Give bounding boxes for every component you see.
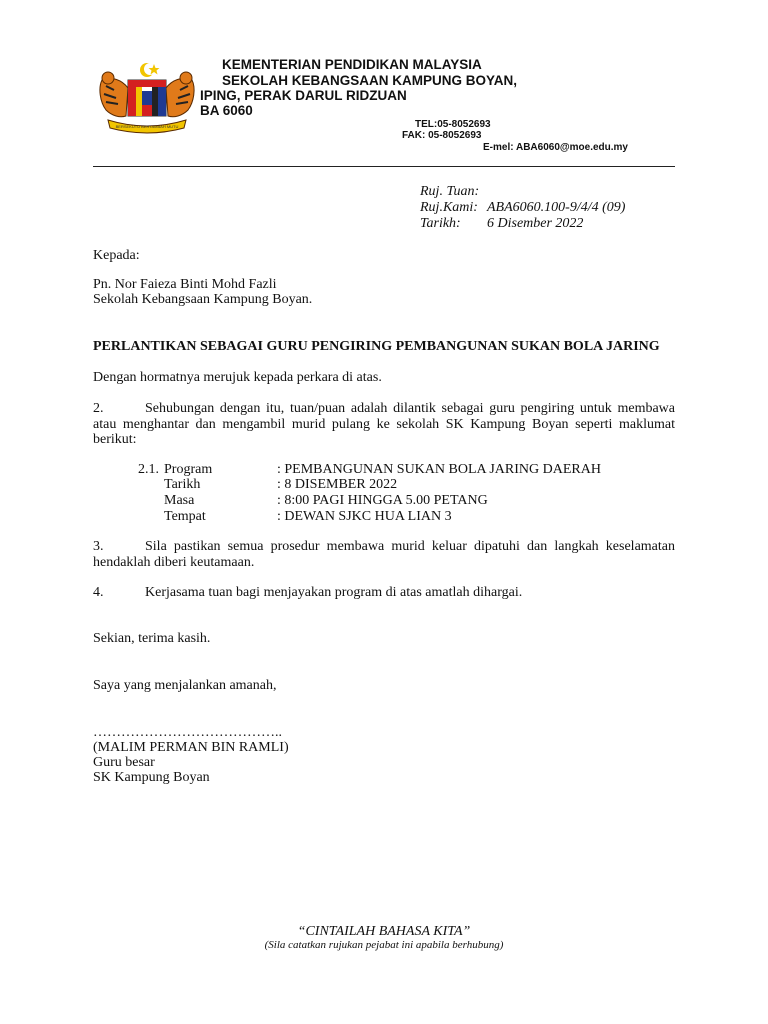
letter-subject: PERLANTIKAN SEBAGAI GURU PENGIRING PEMBANGUNAN SUKAN BOLA JARING [93, 339, 660, 354]
para3-line2: hendaklah diberi keutamaan. [93, 555, 255, 570]
ruj-kami-label: Ruj.Kami: [420, 200, 478, 215]
ministry-name: KEMENTERIAN PENDIDIKAN MALAYSIA [222, 57, 482, 72]
para4-number: 4. [93, 585, 104, 600]
signatory-school: SK Kampung Boyan [93, 770, 210, 785]
para2-number: 2. [93, 401, 104, 416]
para3-number: 3. [93, 539, 104, 554]
fax: FAK: 05-8052693 [402, 130, 482, 141]
school-name: SEKOLAH KEBANGSAAN KAMPUNG BOYAN, [222, 73, 518, 88]
detail-label-masa: Masa [164, 493, 195, 508]
detail-value-tarikh: : 8 DISEMBER 2022 [277, 477, 398, 492]
kepada-label: Kepada: [93, 248, 140, 263]
ruj-kami-value: ABA6060.100-9/4/4 (09) [487, 200, 626, 215]
telephone: TEL:05-8052693 [415, 119, 491, 130]
detail-value-masa: : 8:00 PAGI HINGGA 5.00 PETANG [277, 493, 488, 508]
para2-line3: berikut: [93, 432, 137, 447]
signatory-name: (MALIM PERMAN BIN RAMLI) [93, 740, 289, 755]
signatory-title: Guru besar [93, 755, 155, 770]
email: E-mel: ABA6060@moe.edu.my [483, 142, 628, 153]
greeting-text: Dengan hormatnya merujuk kepada perkara di atas. [93, 370, 382, 385]
para4-text: Kerjasama tuan bagi menjayakan program di atas amatlah dihargai. [145, 585, 523, 600]
recipient-name: Pn. Nor Faieza Binti Mohd Fazli [93, 277, 277, 292]
tarikh-value: 6 Disember 2022 [487, 216, 584, 231]
header-divider [93, 166, 675, 167]
detail-value-program: : PEMBANGUNAN SUKAN BOLA JARING DAERAH [277, 462, 601, 477]
school-address: IPING, PERAK DARUL RIDZUAN [200, 88, 407, 103]
para3-line1: Sila pastikan semua prosedur membawa murid keluar dipatuhi dan langkah keselamatan [145, 539, 675, 554]
details-number: 2.1. [138, 462, 159, 477]
footer-note: (Sila catatkan rujukan pejabat ini apabila berhubung) [264, 939, 504, 951]
ruj-tuan-label: Ruj. Tuan: [420, 184, 480, 199]
closing-text: Sekian, terima kasih. [93, 631, 211, 646]
para2-line2: atau menghantar dan mengambil murid pulang ke sekolah SK Kampung Boyan seperti maklumat [93, 417, 675, 432]
detail-label-tarikh: Tarikh [164, 477, 201, 492]
detail-value-tempat: : DEWAN SJKC HUA LIAN 3 [277, 509, 452, 524]
tarikh-label: Tarikh: [420, 216, 461, 231]
detail-label-program: Program [164, 462, 213, 477]
signature-line: ………………………………….. [93, 725, 282, 740]
amanah-text: Saya yang menjalankan amanah, [93, 678, 277, 693]
para2-line1: Sehubungan dengan itu, tuan/puan adalah dilantik sebagai guru pengiring untuk membawa [145, 401, 675, 416]
footer-motto: “CINTAILAH BAHASA KITA” [297, 924, 471, 939]
school-code: BA 6060 [200, 103, 253, 118]
svg-text:BERSEKUTU BERTAMBAH MUTU: BERSEKUTU BERTAMBAH MUTU [115, 124, 179, 129]
recipient-school: Sekolah Kebangsaan Kampung Boyan. [93, 292, 313, 307]
detail-label-tempat: Tempat [164, 509, 206, 524]
coat-of-arms-logo [94, 58, 200, 136]
